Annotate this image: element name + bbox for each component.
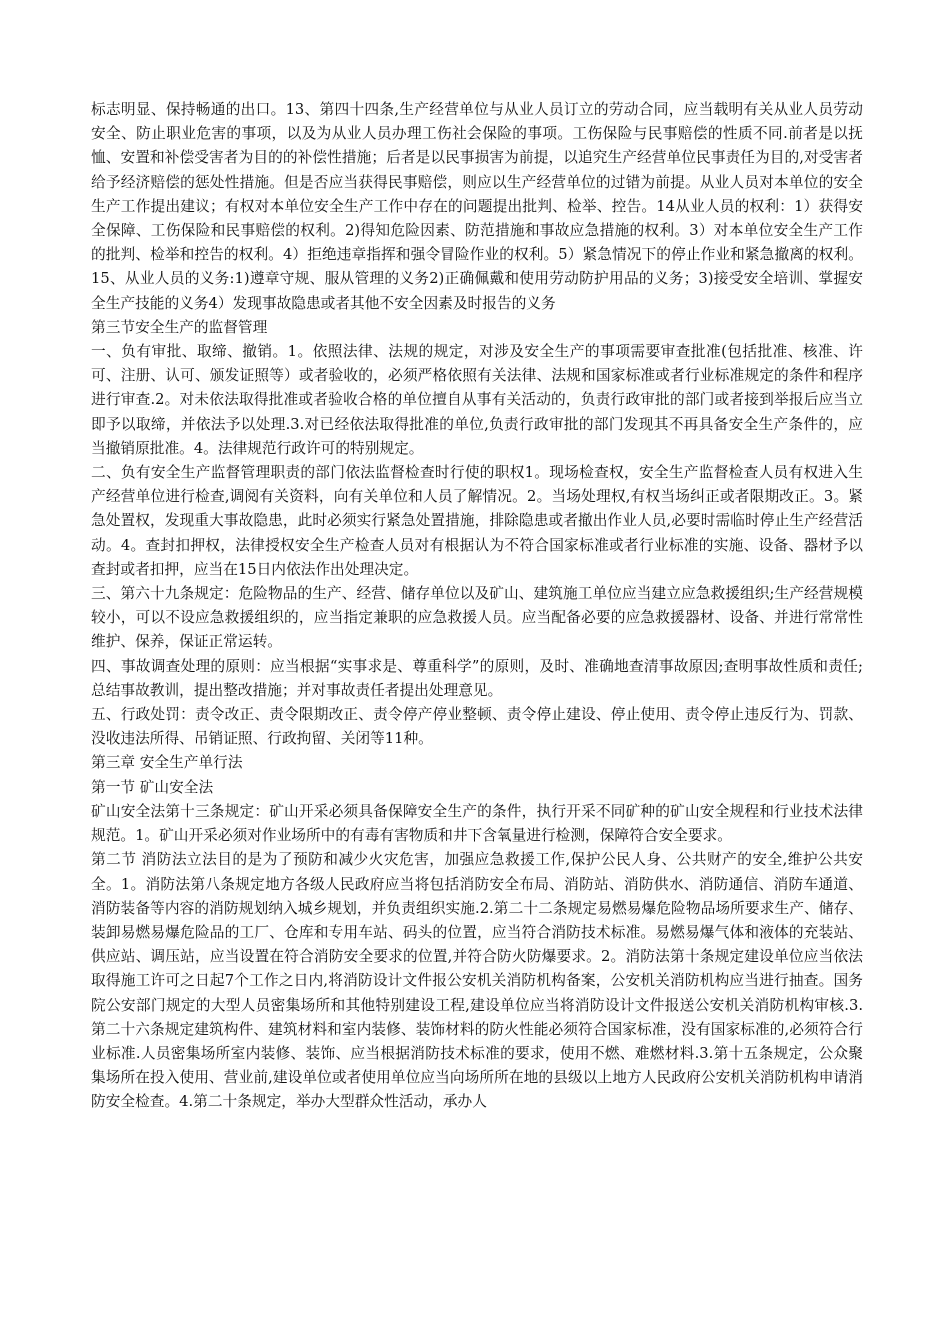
paragraph-emergency-rescue: 三、第六十九条规定：危险物品的生产、经营、储存单位以及矿山、建筑施工单位应当建立应急救援组织;生产经营规模较小，可以不设应急救援组织的，应当指定兼职的应急救援人员。应当配备必要的应急救援器材、设备、并进行常常性维护、保养，保证正常运转。 <box>91 585 863 651</box>
section-heading-supervision: 第三节安全生产的监督管理 <box>91 318 268 336</box>
paragraph-fire-protection-law: 第二节 消防法立法目的是为了预防和减少火灾危害，加强应急救援工作,保护公民人身、公共财产的安全,维护公共安全。1。消防法第八条规定地方各级人民政府应当将包括消防安全布局、消防站、消防供水、消防通信、消防车通道、消防装备等内容的消防规划纳入城乡规划，并负责组织实施.2.第二十二条规定易燃易爆危险物品场所要求生产、储存、装卸易燃易爆危险品的工厂、仓库和专用车站、码头的位置，应当符合消防技术标准。易燃易爆气体和液体的充装站、供应站、调压站，应当设置在符合消防安全要求的位置,并符合防火防爆要求。2。消防法第十条规定建设单位应当依法取得施工许可之日起7个工作之日内,将消防设计文件报公安机关消防机构备案，公安机关消防机构应当进行抽查。国务院公安部门规定的大型人员密集场所和其他特别建设工程,建设单位应当将消防设计文件报送公安机关消防机构审核.3.第二十六条规定建筑构件、建筑材料和室内装修、装饰材料的防火性能必须符合国家标准，没有国家标准的,必须符合行业标准.人员密集场所室内装修、装饰、应当根据消防技术标准的要求，使用不燃、难燃材料.3.第十五条规定，公众聚集场所在投入使用、营业前,建设单位或者使用单位应当向场所所在地的县级以上地方人民政府公安机关消防机构申请消防安全检查。4.第二十条规定，举办大型群众性活动，承办人 <box>91 851 863 1111</box>
paragraph-workers-rights: 标志明显、保持畅通的出口。13、第四十四条,生产经营单位与从业人员订立的劳动合同，应当载明有关从业人员劳动安全、防止职业危害的事项，以及为从业人员办理工伤社会保险的事项。工伤保险与民事赔偿的性质不同.前者是以抚恤、安置和补偿受害者为目的的补偿性措施；后者是以民事损害为前提，以追究生产经营单位民事责任为目的,对受害者给予经济赔偿的惩处性措施。但是否应当获得民事赔偿，则应以生产经营单位的过错为前提。从业人员对本单位的安全生产工作提出建议；有权对本单位安全生产工作中存在的问题提出批判、检举、控告。14从业人员的权利：1）获得安全保障、工伤保险和民事赔偿的权利。2)得知危险因素、防范措施和事故应急措施的权利。3）对本单位安全生产工作的批判、检举和控告的权利。4）拒绝违章指挥和强令冒险作业的权利。5）紧急情况下的停止作业和紧急撤离的权利。15、从业人员的义务:1)遵章守规、服从管理的义务2)正确佩戴和使用劳动防护用品的义务；3)接受安全培训、掌握安全生产技能的义务4）发现事故隐患或者其他不安全因素及时报告的义务 <box>91 101 863 312</box>
paragraph-administrative-penalties: 五、行政处罚：责令改正、责令限期改正、责令停产停业整顿、责令停止建设、停止使用、责令停止违反行为、罚款、没收违法所得、吊销证照、行政拘留、关闭等11种。 <box>91 706 863 748</box>
paragraph-mine-safety-law: 矿山安全法第十三条规定：矿山开采必须具备保障安全生产的条件，执行开采不同矿种的矿山安全规程和行业技术法律规范。1。矿山开采必须对作业场所中的有毒有害物质和井下含氧量进行检测，保障符合安全要求。 <box>91 802 863 845</box>
paragraph-inspection-powers: 二、负有安全生产监督管理职责的部门依法监督检查时行使的职权1。现场检查权，安全生产监督检查人员有权进入生产经营单位进行检查,调阅有关资料，向有关单位和人员了解情况。2。当场处理权,有权当场纠正或者限期改正。3。紧急处置权，发现重大事故隐患，此时必须实行紧急处置措施，排除隐患或者撤出作业人员,必要时需临时停止生产经营活动。4。查封扣押权，法律授权安全生产检查人员对有根据认为不符合国家标准或者行业标准的实施、设备、器材予以查封或者扣押，应当在15日内依法作出处理决定。 <box>91 464 863 578</box>
chapter-heading: 第三章 安全生产单行法 <box>91 754 243 772</box>
section-heading-mine-safety: 第一节 矿山安全法 <box>91 778 214 796</box>
document-body <box>91 98 863 1115</box>
paragraph-approval-powers: 一、负有审批、取缔、撤销。1。依照法律、法规的规定，对涉及安全生产的事项需要审查批准(包括批准、核准、许可、注册、认可、颁发证照等）或者验收的，必须严格依照有关法律、法规和国家标准或者行业标准规定的条件和程序进行审查.2。对未依法取得批准或者验收合格的单位擅自从事有关活动的，负责行政审批的部门或者接到举报后应当立即予以取缔，并依法予以处理.3.对已经依法取得批准的单位,负责行政审批的部门发现其不再具备安全生产条件的，应当撤销原批准。4。法律规范行政许可的特别规定。 <box>91 343 863 457</box>
paragraph-accident-investigation: 四、事故调查处理的原则：应当根据“实事求是、尊重科学”的原则，及时、准确地查清事故原因;查明事故性质和责任;总结事故教训，提出整改措施；并对事故责任者提出处理意见。 <box>91 657 863 699</box>
